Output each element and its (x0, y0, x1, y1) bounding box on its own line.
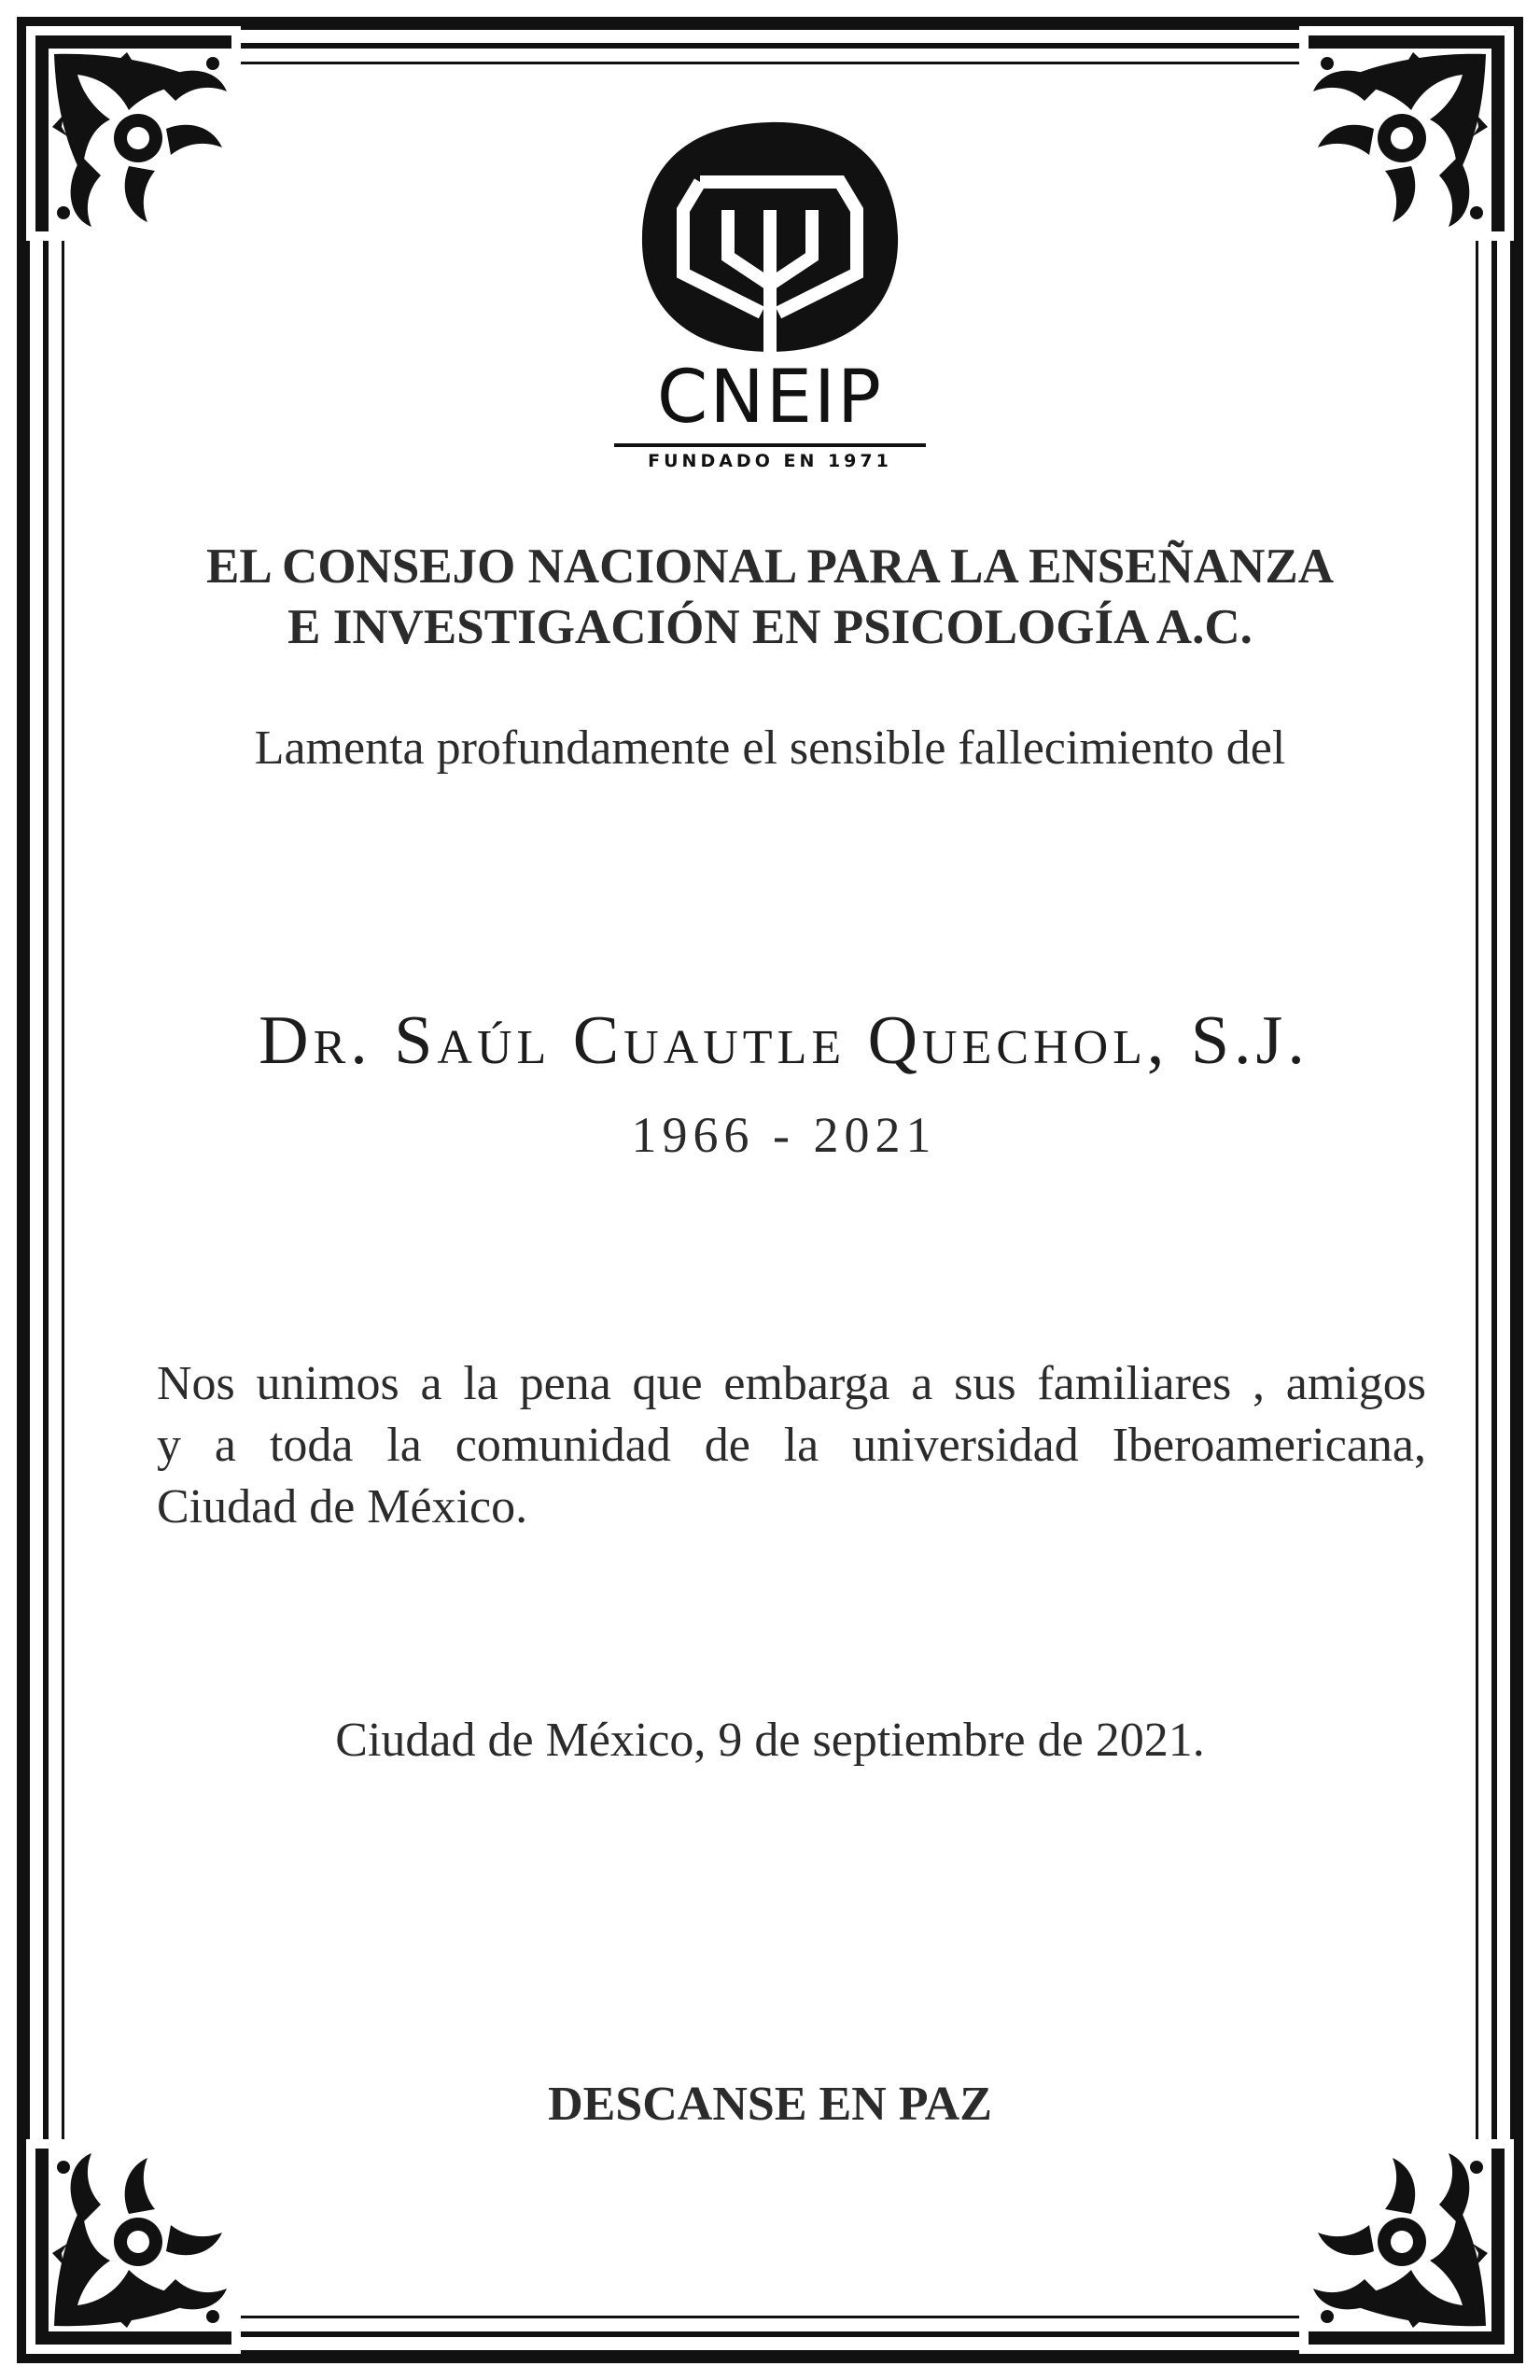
flourish-ornament-icon (1299, 2139, 1514, 2354)
logo-wordmark: CNEIP (656, 356, 884, 440)
corner-ornament-top-left (26, 26, 241, 241)
corner-ornament-top-right (1299, 26, 1514, 241)
cneip-emblem-icon (597, 117, 943, 359)
logo-founded-text: FUNDADO EN 1971 (648, 451, 892, 471)
deceased-name: Dr. Saúl Cuautle Quechol, S.J. (259, 1002, 1309, 1079)
condolence-line-2: y a toda la comunidad de la universidad Iberoamericana, (157, 1419, 1426, 1472)
flourish-ornament-icon (26, 2139, 241, 2354)
condolence-paragraph (157, 1353, 1426, 1538)
condolence-line-3: Ciudad de México. (157, 1480, 528, 1533)
organization-heading (93, 537, 1447, 658)
cneip-logo (597, 117, 943, 481)
heading-line-2: E INVESTIGACIÓN EN PSICOLOGÍA A.C. (287, 600, 1253, 654)
flourish-ornament-icon (1299, 26, 1514, 241)
corner-ornament-bottom-right (1299, 2139, 1514, 2354)
corner-ornament-bottom-left (26, 2139, 241, 2354)
condolence-line-1: Nos unimos a la pena que embarga a sus familiares , amigos (157, 1357, 1426, 1410)
laments-text: Lamenta profundamente el sensible fallecimiento del (254, 721, 1286, 775)
logo-underline (614, 443, 926, 447)
flourish-ornament-icon (26, 26, 241, 241)
place-and-date: Ciudad de México, 9 de septiembre de 2021. (335, 1714, 1205, 1767)
closing-text: DESCANSE EN PAZ (548, 2078, 992, 2131)
deceased-dates: 1966 - 2021 (631, 1107, 937, 1163)
heading-line-1: EL CONSEJO NACIONAL PARA LA ENSEÑANZA (206, 539, 1334, 594)
